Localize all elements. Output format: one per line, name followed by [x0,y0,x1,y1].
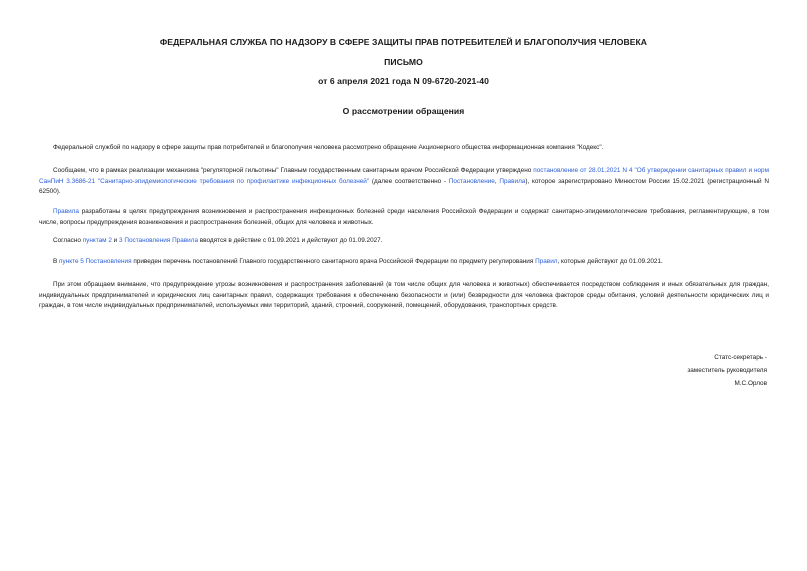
paragraph-1-text: Федеральной службой по надзору в сфере защиты прав потребителей и благополучия человека рассмотрено обращение Акционерного общества информационная компания "Кодекс". [53,144,604,151]
document-subject: О рассмотрении обращения [342,106,465,116]
document-date-number: от 6 апреля 2021 года N 09-6720-2021-40 [318,76,489,86]
paragraph-4 [39,236,769,247]
signature-name: М.С.Орлов [734,380,767,387]
pravila-link[interactable]: Правила [172,237,199,244]
paragraph-6 [39,280,769,312]
points-2-link[interactable]: пунктам 2 [82,237,112,244]
paragraph-4-text-2: и [111,237,120,244]
paragraph-3 [39,207,769,228]
paragraph-5 [39,257,769,268]
pravila-link[interactable]: Правила [499,177,526,185]
paragraph-4-text-4: вводятся в действие с 01.09.2021 и действуют до 01.09.2027. [198,237,383,244]
pravila-link[interactable]: Правила [53,208,79,215]
point-3-postanovlenie-link[interactable]: 3 Постановления [119,237,171,244]
signature-position-2: заместитель руководителя [687,367,767,374]
paragraph-6-text: При этом обращаем внимание, что предупреждение угрозы возникновения и распространения заболеваний (в том числе общих для человека и животных) обеспечивается посредством соблюдения и иных обязательных для граждан, индивидуальных предпринимателей и юридических лиц санитарных правил, содержащих требования к обеспечению безопасности и (или) безвредности для человека факторов среды обитания, условий деятельности юридических лиц и граждан, в том числе индивидуальных предпринимателей, используемых ими территорий, зданий, строений, сооружений, помещений, оборудования, транспортных средств. [39,281,769,310]
paragraph-4-text-1: Согласно [53,237,83,244]
signature-position-1: Статс-секретарь - [714,354,767,361]
paragraph-1 [39,143,769,154]
paragraph-5-text-2: приведен перечень постановлений Главного государственного санитарного врача Российской Федерации по предмету регулирования [131,258,536,265]
document-type: ПИСЬМО [384,57,423,67]
paragraph-5-text-3: , которые действуют до 01.09.2021. [557,258,663,265]
paragraph-3-text: разработаны в целях предупреждения возникновения и распространения инфекционных болезней среди населения Российской Федерации и содержат санитарно-эпидемиологические требования, регламентирующие, в том числе, вопросы предупреждения возникновения и распространения болезней, общих для человека и животных. [39,208,769,226]
paragraph-2-text-3: , [494,177,500,185]
signature-block [687,351,767,390]
agency-title: ФЕДЕРАЛЬНАЯ СЛУЖБА ПО НАДЗОРУ В СФЕРЕ ЗАЩИТЫ ПРАВ ПОТРЕБИТЕЛЕЙ И БЛАГОПОЛУЧИЯ ЧЕЛОВЕКА [159,37,648,47]
postanovlenie-link[interactable]: Постановление [448,177,495,185]
paragraph-2-text-4: ), которое зарегистрировано Минюстом России 15.02.2021 (регистрационный N 62500). [39,177,769,196]
point-5-postanovlenie-link[interactable]: пункте 5 Постановления [59,258,132,265]
pravil-link[interactable]: Правил [535,258,558,265]
paragraph-5-text-1: В [53,258,60,265]
paragraph-2 [39,166,769,198]
paragraph-2-text-2: (далее соответственно - [369,177,449,185]
paragraph-2-text-1: Сообщаем, что в рамках реализации механизма "регуляторной гильотины" Главным государственным санитарным врачом Российской Федерации утверждено [53,167,534,174]
resolution-link[interactable]: постановление от 28.01.2021 N 4 "Об утверждении санитарных правил и норм СанПиН 3.3686-21 "Санитарно-эпидемиологические требования по профилактике инфекционных болезней" [39,167,770,185]
